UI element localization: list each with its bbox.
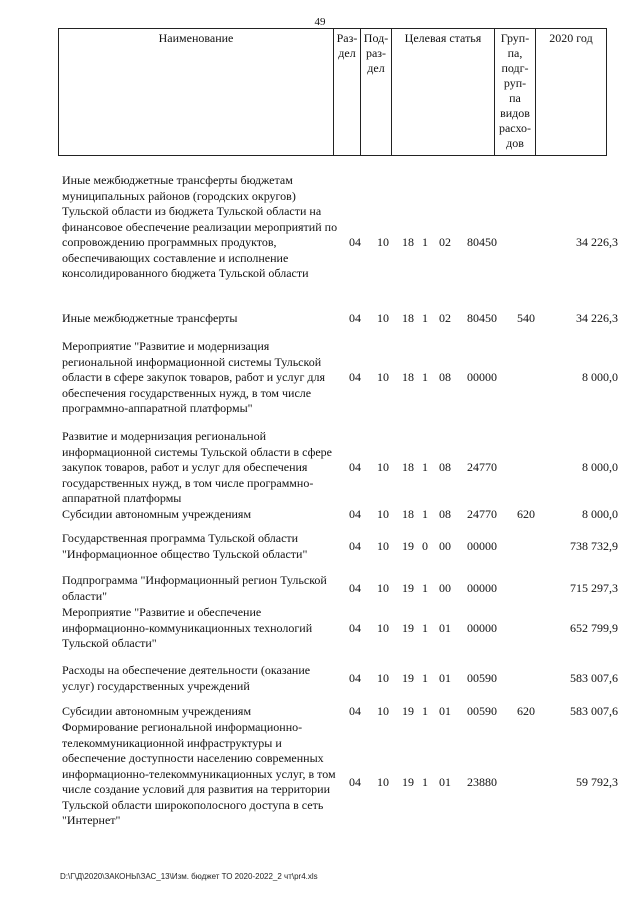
row-target-event: 08 (439, 507, 451, 521)
row-target-sub: 1 (422, 311, 428, 325)
row-target-sub: 1 (422, 581, 428, 595)
row-target-event: 02 (439, 235, 451, 249)
row-target-program: 18 (402, 235, 414, 249)
row-name: Мероприятие "Развитие и модернизация региональной информационной системы Тульской области в сфере закупок товаров, работ и услуг для обеспечения государственных нужд, в том числе программно-аппаратной платформы" (62, 339, 326, 415)
row-podrazdel: 10 (377, 507, 389, 521)
row-target-program: 19 (402, 581, 414, 595)
row-target-program: 19 (402, 671, 414, 685)
row-target-program: 18 (402, 460, 414, 474)
row-name: Субсидии автономным учреждениям (62, 507, 252, 521)
file-path-footer: D:\Г\Д\2020\ЗАКОНЫ\ЗАС_13\Изм. бюджет ТО 2020-2022_2 чт\pr4.xls (60, 872, 318, 881)
row-razdel: 04 (349, 370, 361, 384)
row-target-event: 01 (439, 704, 451, 718)
row-target-sub: 1 (422, 460, 428, 474)
row-podrazdel: 10 (377, 460, 389, 474)
row-target-program: 19 (402, 704, 414, 718)
row-name: Формирование региональной информационно-телекоммуникационной инфраструктуры и обеспечение доступности населению современных информационно-телекоммуникационных услуг, в том числе создание условий для развития на территории Тульской области широкополосного доступа в сеть "Интернет" (62, 720, 336, 827)
row-podrazdel: 10 (377, 581, 389, 595)
row-target-direction: 00000 (467, 539, 497, 553)
row-expense-type: 540 (517, 311, 535, 325)
row-target-direction: 00590 (467, 671, 497, 685)
row-target-program: 18 (402, 370, 414, 384)
row-name: Развитие и модернизация региональной информационной системы Тульской области в сфере закупок товаров, работ и услуг для обеспечения государственных нужд, в том числе программно-аппаратной платформы (62, 429, 332, 505)
row-target-sub: 0 (422, 539, 428, 553)
row-amount: 715 297,3 (570, 581, 618, 595)
row-amount: 652 799,9 (570, 621, 618, 635)
row-podrazdel: 10 (377, 671, 389, 685)
row-razdel: 04 (349, 775, 361, 789)
header-celevaya: Целевая статья (392, 29, 495, 156)
row-amount: 34 226,3 (576, 235, 618, 249)
header-name: Наименование (59, 29, 334, 156)
row-target-event: 00 (439, 539, 451, 553)
row-name: Иные межбюджетные трансферты (62, 311, 238, 325)
row-target-sub: 1 (422, 671, 428, 685)
row-target-sub: 1 (422, 235, 428, 249)
row-target-direction: 00000 (467, 370, 497, 384)
row-expense-type: 620 (517, 704, 535, 718)
row-razdel: 04 (349, 311, 361, 325)
row-target-direction: 00000 (467, 621, 497, 635)
row-name: Расходы на обеспечение деятельности (оказание услуг) государственных учреждений (62, 663, 311, 693)
row-amount: 8 000,0 (582, 507, 618, 521)
row-razdel: 04 (349, 671, 361, 685)
row-target-program: 19 (402, 621, 414, 635)
row-target-sub: 1 (422, 704, 428, 718)
row-target-program: 19 (402, 539, 414, 553)
row-podrazdel: 10 (377, 704, 389, 718)
row-target-program: 18 (402, 507, 414, 521)
row-podrazdel: 10 (377, 775, 389, 789)
row-target-program: 18 (402, 311, 414, 325)
row-name: Государственная программа Тульской области "Информационное общество Тульской области" (62, 531, 308, 561)
row-target-direction: 24770 (467, 460, 497, 474)
row-podrazdel: 10 (377, 235, 389, 249)
table-header (58, 28, 607, 156)
row-podrazdel: 10 (377, 370, 389, 384)
row-target-direction: 00000 (467, 581, 497, 595)
row-target-sub: 1 (422, 775, 428, 789)
row-amount: 59 792,3 (576, 775, 618, 789)
page-number: 49 (314, 16, 326, 28)
row-razdel: 04 (349, 704, 361, 718)
row-target-direction: 80450 (467, 235, 497, 249)
header-gruppa: Груп- па, подг- руп- па видов расхо- дов (495, 29, 536, 156)
row-target-direction: 80450 (467, 311, 497, 325)
row-target-sub: 1 (422, 507, 428, 521)
row-target-direction: 23880 (467, 775, 497, 789)
row-expense-type: 620 (517, 507, 535, 521)
row-podrazdel: 10 (377, 311, 389, 325)
header-podrazdel: Под- раз- дел (361, 29, 392, 156)
row-amount: 8 000,0 (582, 370, 618, 384)
row-podrazdel: 10 (377, 539, 389, 553)
row-razdel: 04 (349, 539, 361, 553)
header-year: 2020 год (536, 29, 607, 156)
row-target-program: 19 (402, 775, 414, 789)
row-amount: 583 007,6 (570, 704, 618, 718)
header-razdel: Раз- дел (334, 29, 361, 156)
row-razdel: 04 (349, 460, 361, 474)
row-target-event: 02 (439, 311, 451, 325)
row-name: Иные межбюджетные трансферты бюджетам муниципальных районов (городских округов) Тульской области из бюджета Тульской области на финансовое обеспечение реализации мероприятий по сопровождению программных продуктов, обеспечивающих составление и исполнение консолидированного бюджета Тульской области (62, 173, 338, 280)
row-razdel: 04 (349, 621, 361, 635)
row-target-event: 01 (439, 671, 451, 685)
row-amount: 8 000,0 (582, 460, 618, 474)
row-amount: 34 226,3 (576, 311, 618, 325)
row-target-sub: 1 (422, 621, 428, 635)
row-target-event: 01 (439, 621, 451, 635)
row-target-direction: 24770 (467, 507, 497, 521)
row-amount: 583 007,6 (570, 671, 618, 685)
row-target-event: 08 (439, 460, 451, 474)
row-target-sub: 1 (422, 370, 428, 384)
row-razdel: 04 (349, 507, 361, 521)
row-razdel: 04 (349, 235, 361, 249)
row-razdel: 04 (349, 581, 361, 595)
row-target-direction: 00590 (467, 704, 497, 718)
row-name: Субсидии автономным учреждениям (62, 704, 252, 718)
row-podrazdel: 10 (377, 621, 389, 635)
row-name: Мероприятие "Развитие и обеспечение информационно-коммуникационных технологий Тульской области" (62, 605, 313, 650)
row-amount: 738 732,9 (570, 539, 618, 553)
row-target-event: 00 (439, 581, 451, 595)
row-name: Подпрограмма "Информационный регион Тульской области" (62, 573, 327, 603)
row-target-event: 08 (439, 370, 451, 384)
row-target-event: 01 (439, 775, 451, 789)
